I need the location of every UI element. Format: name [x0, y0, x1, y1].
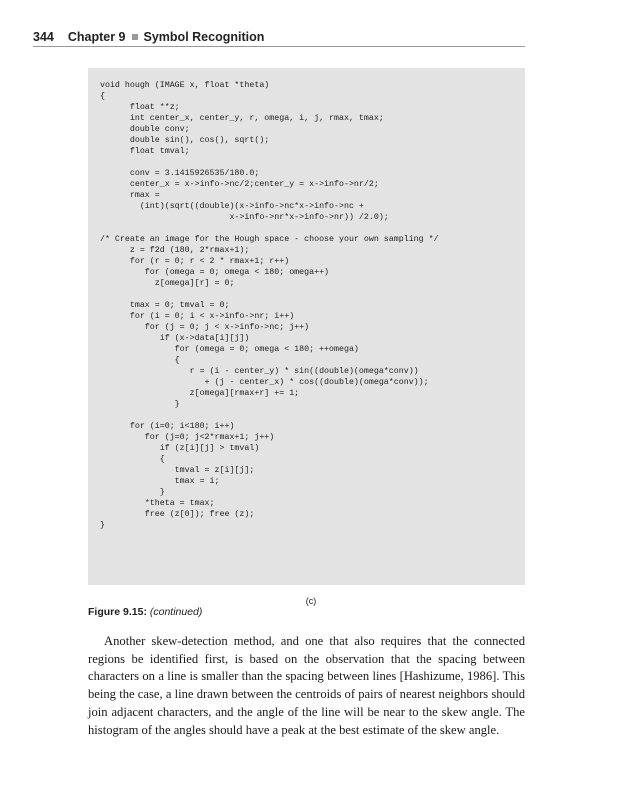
subfigure-label: (c) — [305, 596, 317, 606]
caption-text: (continued) — [149, 606, 203, 618]
running-header — [33, 30, 525, 47]
code-listing-box — [88, 68, 525, 585]
separator-square-icon — [132, 34, 138, 40]
caption-label: Figure 9.15: — [88, 606, 147, 618]
chapter-label: Chapter 9 — [67, 30, 126, 44]
body-paragraph: Another skew-detection method, and one that also requires that the connected regions be identified first, is based on the observation that the spacing between characters on a line is smaller than the spacing between lines [Hashizume, 1986]. This being the case, a line drawn between the centroids of pairs of nearest neighbors should join adjacent characters, and the angle of the line will be near to the skew angle. The histogram of the angles should have a peak at the best estimate of the skew angle. — [88, 634, 525, 737]
code-listing: void hough (IMAGE x, float *theta) { float **z; int center_x, center_y, r, omega, i, j, rmax, tmax; double conv; double sin(), cos(), sqrt(); float tmval; conv = 3.1415926535/180.0; center_x = x->info->nc/2;center_y = x->info->nr/2; rmax = (int)(sqrt((double)(x->info->nc*x->info->nc + x->info->nr*x->info->nr)) /2.0); /* Create an image for the Hough space - choose your own sampling */ z = f2d (180, 2*rmax+1); for (r = 0; r < 2 * rmax+1; r++) for (omega = 0; omega < 180; omega++) z[omega][r] = 0; tmax = 0; tmval = 0; for (i = 0; i < x->info->nr; i++) for (j = 0; j < x->info->nc; j++) if (x->data[i][j]) for (omega = 0; omega < 180; ++omega) { r = (i - center_y) * sin((double)(omega*conv)) + (j - center_x) * cos((double)(omega*conv)); z[omega][rmax+r] += 1; } for (i=0; i<180; i++) for (j=0; j<2*rmax+1; j++) if (z[i][j] > tmval) { tmval = z[i][j]; tmax = i; } *theta = tmax; free (z[0]); free (z); } — [100, 81, 439, 530]
section-title: Symbol Recognition — [143, 30, 265, 44]
page-number: 344 — [33, 30, 54, 44]
figure-caption — [88, 606, 202, 618]
